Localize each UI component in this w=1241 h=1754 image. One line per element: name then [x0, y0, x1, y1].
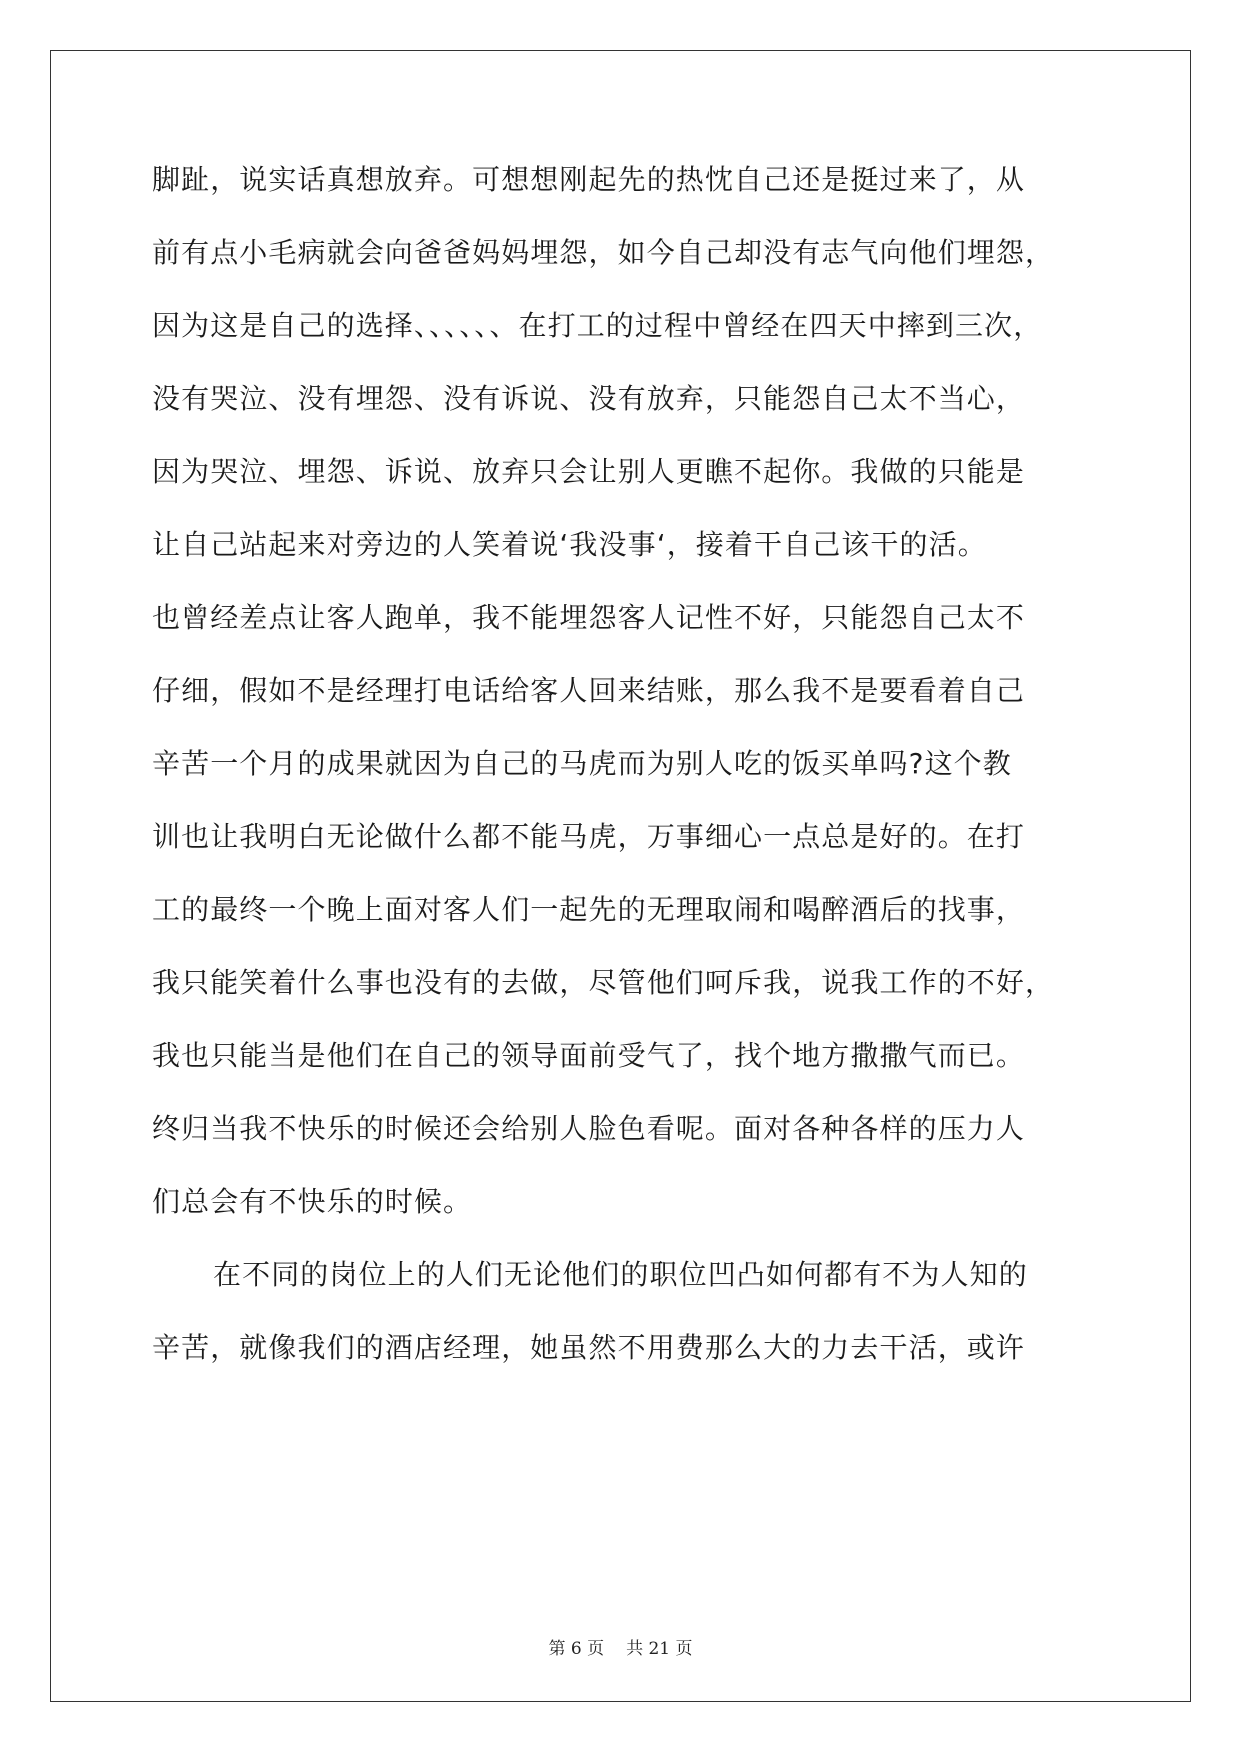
- text-line: 脚趾，说实话真想放弃。可想想刚起先的热忱自己还是挺过来了，从: [152, 163, 1026, 196]
- text-line: 工的最终一个晚上面对客人们一起先的无理取闹和喝醉酒后的找事，: [152, 893, 1026, 926]
- text-line: 让自己站起来对旁边的人笑着说‘我没事‘，接着干自己该干的活。: [152, 528, 987, 561]
- text-line: 也曾经差点让客人跑单，我不能埋怨客人记性不好，只能怨自己太不: [152, 601, 1026, 634]
- text-line: 仔细，假如不是经理打电话给客人回来结账，那么我不是要看着自己: [152, 674, 1026, 707]
- text-line: 前有点小毛病就会向爸爸妈妈埋怨，如今自己却没有志气向他们埋怨，: [152, 236, 1055, 269]
- page-footer: [0, 1634, 1241, 1659]
- text-line: 我也只能当是他们在自己的领导面前受气了，找个地方撒撒气而已。: [152, 1039, 1026, 1072]
- text-line: 我只能笑着什么事也没有的去做，尽管他们呵斥我，说我工作的不好，: [152, 966, 1055, 999]
- text-line: 因为这是自己的选择、、、、、、在打工的过程中曾经在四天中摔到三次，: [152, 309, 1043, 342]
- total-pages: 共 21 页: [626, 1639, 693, 1659]
- document-body: [152, 160, 1102, 1401]
- text-line: 终归当我不快乐的时候还会给别人脸色看呢。面对各种各样的压力人: [152, 1112, 1026, 1145]
- paragraph-start-line: 在不同的岗位上的人们无论他们的职位凹凸如何都有不为人知的: [213, 1258, 1028, 1291]
- text-line: 辛苦，就像我们的酒店经理，她虽然不用费那么大的力去干活，或许: [152, 1331, 1026, 1364]
- current-page-number: 第 6 页: [548, 1639, 605, 1659]
- text-line: 训也让我明白无论做什么都不能马虎，万事细心一点总是好的。在打: [152, 820, 1026, 853]
- text-line: 辛苦一个月的成果就因为自己的马虎而为别人吃的饭买单吗?这个教: [152, 747, 1012, 780]
- text-line: 没有哭泣、没有埋怨、没有诉说、没有放弃，只能怨自己太不当心，: [152, 382, 1026, 415]
- text-line: 因为哭泣、埋怨、诉说、放弃只会让别人更瞧不起你。我做的只能是: [152, 455, 1026, 488]
- text-line: 们总会有不快乐的时候。: [152, 1185, 473, 1218]
